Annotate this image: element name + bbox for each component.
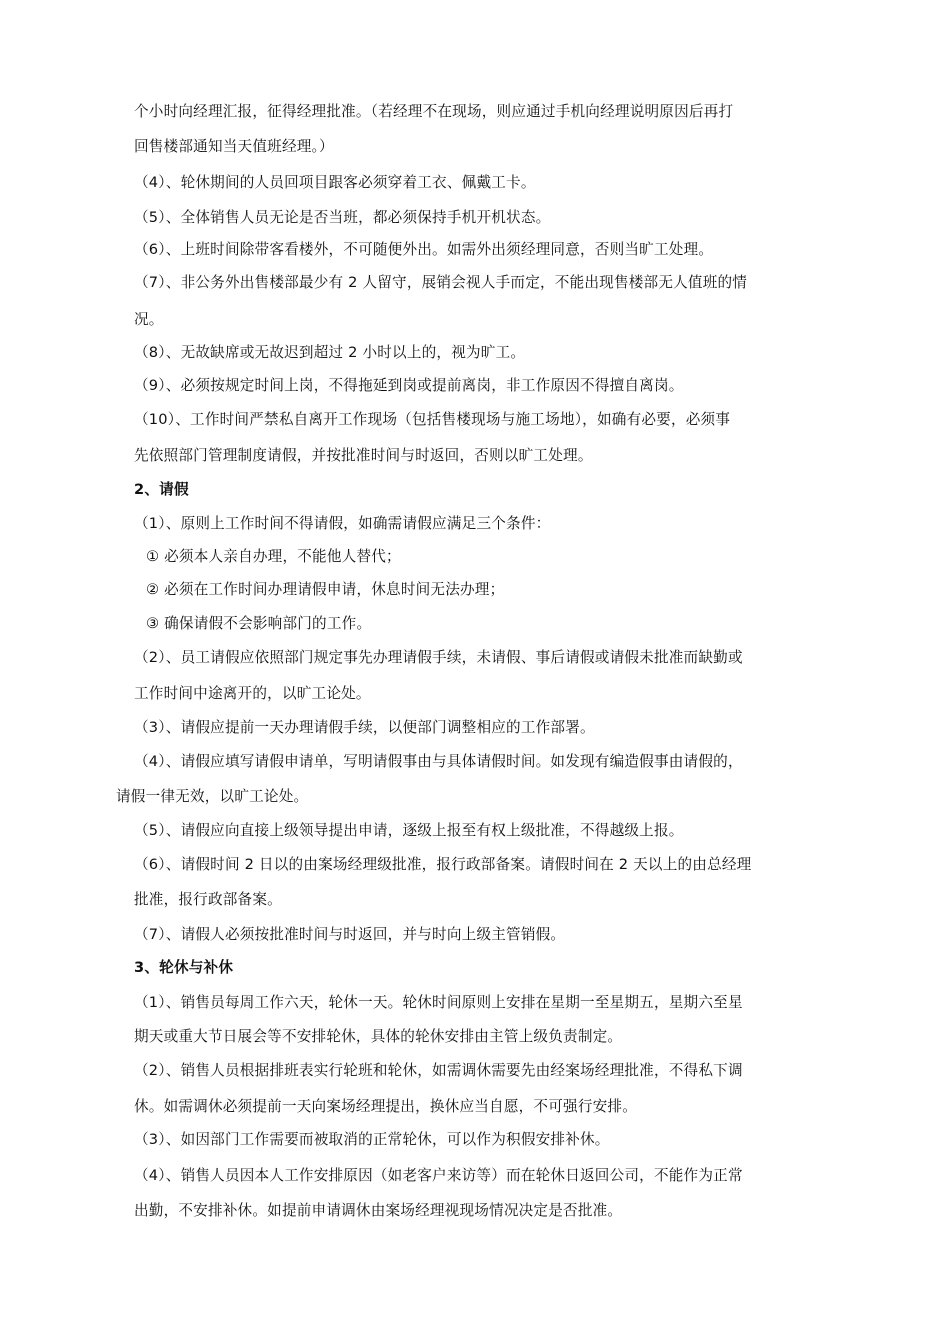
text-line: （10）、工作时间严禁私自离开工作现场（包括售楼现场与施工场地），如确有必要，必须事 [134,411,731,428]
text-line: （9）、必须按规定时间上岗，不得拖延到岗或提前离岗，非工作原因不得擅自离岗。 [134,377,684,394]
text-line: （4）、轮休期间的人员回项目跟客必须穿着工衣、佩戴工卡。 [134,174,536,191]
text-line: （5）、请假应向直接上级领导提出申请，逐级上报至有权上级批准，不得越级上报。 [134,822,684,839]
text-line: 期天或重大节日展会等不安排轮休，具体的轮休安排由主管上级负责制定。 [134,1028,623,1045]
text-line: 况。 [134,311,164,328]
text-line: （7）、请假人必须按批准时间与时返回，并与时向上级主管销假。 [134,926,566,943]
text-line: （3）、请假应提前一天办理请假手续，以便部门调整相应的工作部署。 [134,719,595,736]
text-line: 请假一律无效，以旷工论处。 [116,788,309,805]
list-item: ① 必须本人亲自办理，不能他人替代； [146,548,401,565]
text-line: 个小时向经理汇报，征得经理批准。（若经理不在现场，则应通过手机向经理说明原因后再打 [134,103,734,120]
text-line: （6）、上班时间除带客看楼外，不可随便外出。如需外出须经理同意，否则当旷工处理。 [134,241,714,258]
text-line: （4）、请假应填写请假申请单，写明请假事由与具体请假时间。如发现有编造假事由请假的， [134,753,743,770]
text-line: 批准，报行政部备案。 [134,891,282,908]
text-line: （8）、无故缺席或无故迟到超过 2 小时以上的，视为旷工。 [134,344,526,361]
list-item: ② 必须在工作时间办理请假申请，休息时间无法办理； [146,581,505,598]
text-line: （6）、请假时间 2 日以的由案场经理级批准，报行政部备案。请假时间在 2 天以上的由总经理 [134,856,752,873]
text-line: （3）、如因部门工作需要而被取消的正常轮休，可以作为积假安排补休。 [134,1131,610,1148]
text-line: （2）、员工请假应依照部门规定事先办理请假手续，未请假、事后请假或请假未批准而缺勤或 [134,649,743,666]
text-line: 回售楼部通知当天值班经理。） [134,138,334,155]
text-line: 休。如需调休必须提前一天向案场经理提出，换休应当自愿，不可强行安排。 [134,1098,637,1115]
text-line: （2）、销售人员根据排班表实行轮班和轮休，如需调休需要先由经案场经理批准，不得私下调 [134,1062,743,1079]
text-line: （1）、原则上工作时间不得请假，如确需请假应满足三个条件： [134,515,551,532]
section-heading: 3、轮休与补休 [134,959,234,976]
text-line: （1）、销售员每周工作六天，轮休一天。轮休时间原则上安排在星期一至星期五，星期六至星 [134,994,743,1011]
section-heading: 2、请假 [134,481,189,498]
text-line: 工作时间中途离开的，以旷工论处。 [134,685,371,702]
text-line: （4）、销售人员因本人工作安排原因（如老客户来访等）而在轮休日返回公司，不能作为正常 [134,1167,743,1184]
text-line: （7）、非公务外出售楼部最少有 2 人留守，展销会视人手而定，不能出现售楼部无人值班的情 [134,274,748,291]
text-line: 出勤，不安排补休。如提前申请调休由案场经理视现场情况决定是否批准。 [134,1202,623,1219]
text-line: 先依照部门管理制度请假，并按批准时间与时返回，否则以旷工处理。 [134,447,593,464]
text-line: （5）、全体销售人员无论是否当班，都必须保持手机开机状态。 [134,209,551,226]
list-item: ③ 确保请假不会影响部门的工作。 [146,615,372,632]
